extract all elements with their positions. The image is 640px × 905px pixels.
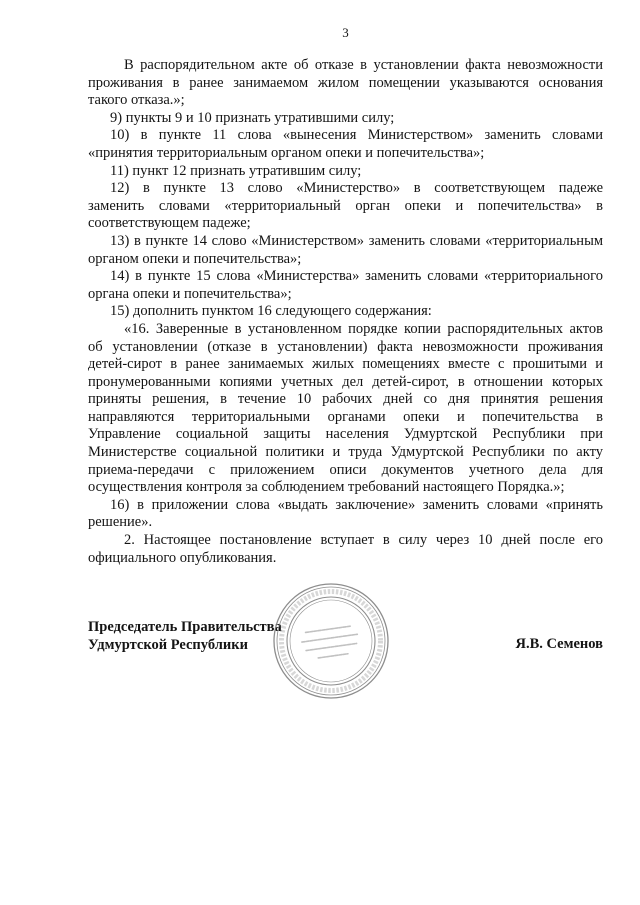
text-line: органом опеки и попечительства»; [88,250,302,267]
text-line: направляются территориальными органами опеки и попечительства в [88,408,603,425]
stamp-outer-ring-inner [277,587,385,695]
text-line: об установлении (отказе в установлении) факта невозможности проживания [88,338,603,355]
paragraph [88,57,603,110]
text-line: 13) в пункте 14 слово «Министерством» заменить словами «территориальным [110,232,603,249]
text-line: «принятия территориальным органом опеки и попечительства»; [88,144,485,161]
text-line: пронумерованными копиями учетных дел детей-сирот, в отношении которых [88,373,603,390]
text-line: соответствующем падеже; [88,215,251,232]
signatory-title-line: Удмуртской Республики [88,636,248,653]
text-line: Министерстве социальной политики и труда Удмуртской Республики по акту [88,444,603,461]
text-line: органа опеки и попечительства»; [88,285,292,302]
paragraph [88,233,603,268]
paragraph [88,497,603,532]
text-line: заменить словами «территориальный орган опеки и попечительства» в [88,197,603,214]
text-line: 15) дополнить пунктом 16 следующего содержания: [110,303,432,320]
paragraph [88,321,603,497]
stamp-lettering-band [282,592,381,691]
text-line: 2. Настоящее постановление вступает в силу через 10 дней после его [124,532,603,549]
text-line: осуществления контроля за соблюдением требований настоящего Порядка.»; [88,479,565,496]
signatory-title [88,619,282,654]
text-line: 12) в пункте 13 слово «Министерство» в соответствующем падеже [110,180,603,197]
text-line: 10) в пункте 11 слова «вынесения Министерством» заменить словами [110,127,603,144]
paragraph [88,268,603,303]
paragraph [88,163,603,181]
text-line: 14) в пункте 15 слова «Министерства» заменить словами «территориального [110,268,603,285]
text-line: 9) пункты 9 и 10 признать утратившими силу; [110,109,395,126]
document-body [88,57,603,567]
paragraph [88,532,603,567]
text-line: «16. Заверенные в установленном порядке копии распорядительных актов [124,320,603,337]
text-line: В распорядительном акте об отказе в установлении факта невозможности [124,57,603,73]
paragraph [88,110,603,128]
official-stamp-icon [272,582,390,700]
text-line: проживания в ранее занимаемом жилом помещении указываются основания [88,74,603,91]
text-line: приняты решения, в течение 10 рабочих дней со дня принятия решения [88,391,603,408]
text-line: официального опубликования. [88,549,277,566]
text-line: Управление социальной защиты населения Удмуртской Республики при [88,426,603,443]
text-line: 11) пункт 12 признать утратившим силу; [110,162,362,179]
page-number: 3 [342,25,349,40]
signatory-title-line: Председатель Правительства [88,619,282,635]
text-line: приема-передачи с приложением описи документов учетного дела для [88,461,603,478]
stamp-inner-ring-thin [290,600,372,682]
text-line: такого отказа.»; [88,92,185,109]
stamp-outer-ring [274,584,388,698]
paragraph [88,180,603,233]
paragraph [88,303,603,321]
text-line: 16) в приложении слова «выдать заключение» заменить словами «принять [110,496,603,513]
paragraph [88,127,603,162]
text-line: детей-сирот в ранее занимаемых жилых помещениях вместе с прошитыми и [88,356,603,373]
stamp-center-lettering [301,625,360,660]
text-line: решение». [88,514,153,531]
stamp-inner-ring [287,597,375,685]
signatory-name: Я.В. Семенов [515,636,603,652]
